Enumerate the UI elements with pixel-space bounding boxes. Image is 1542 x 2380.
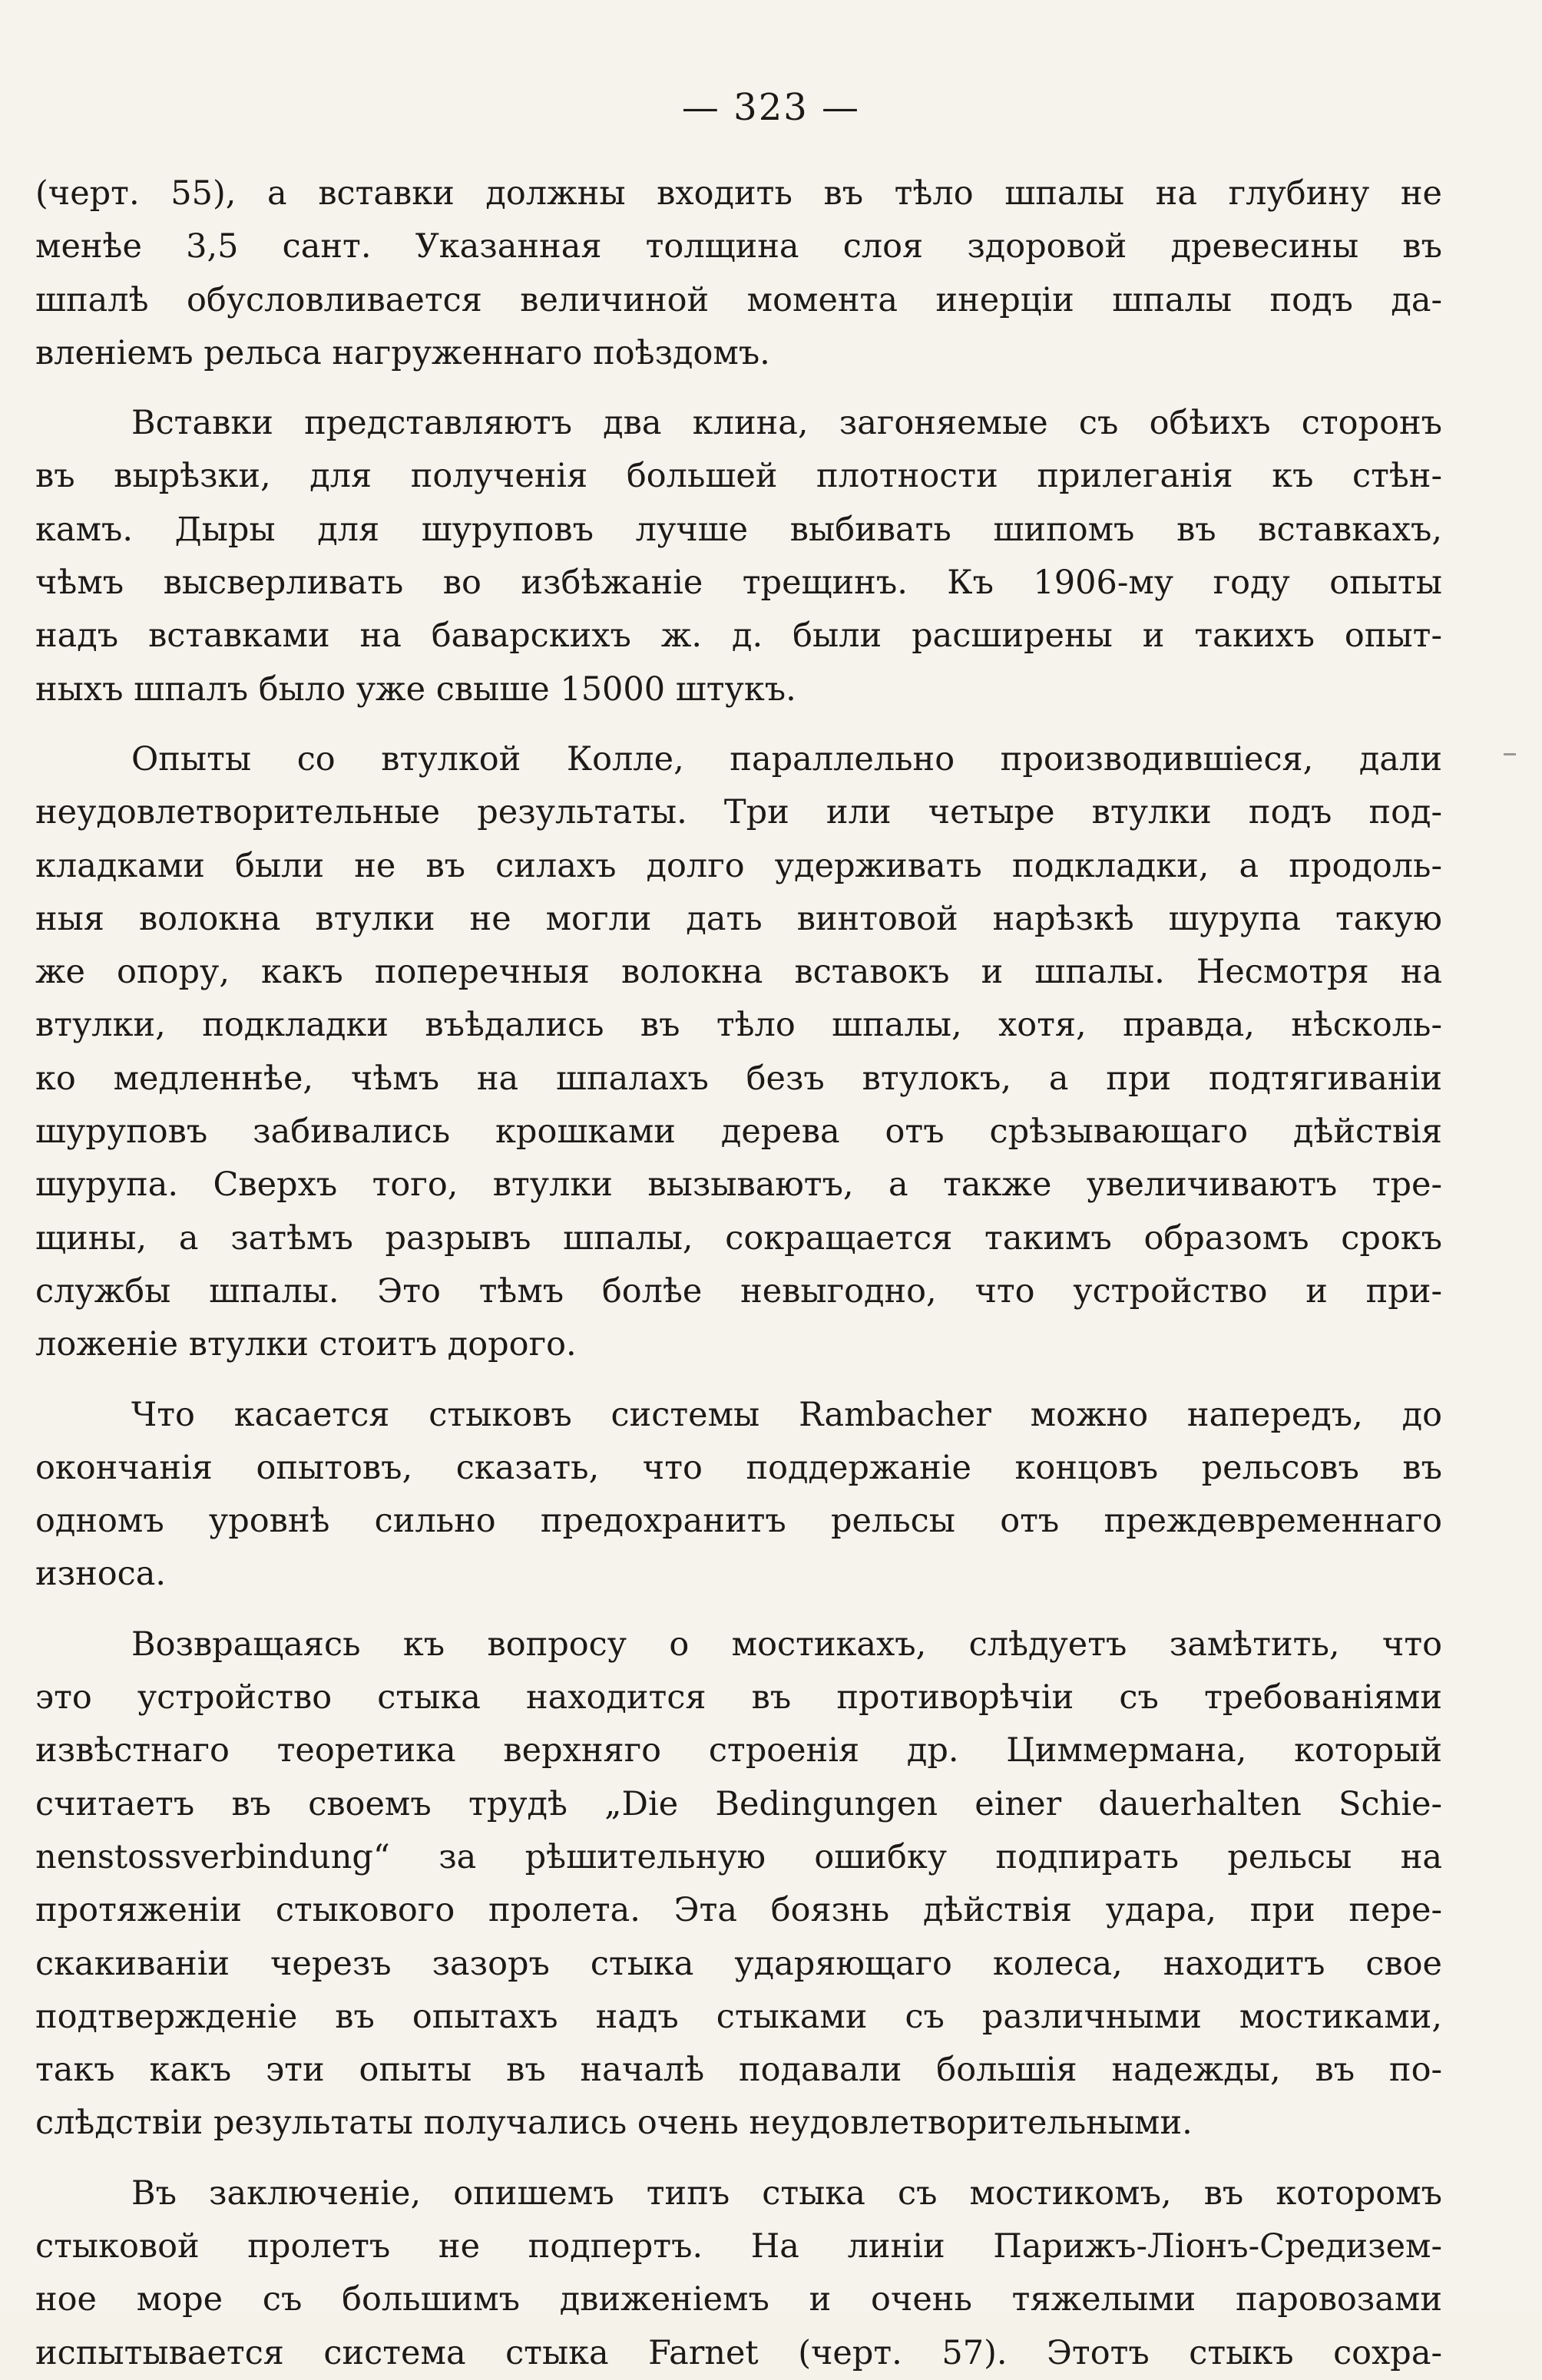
- text-line: ныя волокна втулки не могли дать винтовой нарѣзкѣ шурупа такую: [35, 899, 1442, 938]
- text-line: Въ заключеніе, опишемъ типъ стыка съ мостикомъ, въ которомъ: [131, 2173, 1442, 2213]
- text-line: Что касается стыковъ системы Rambacher можно напередъ, до: [131, 1395, 1442, 1434]
- text-line: (черт. 55), а вставки должны входить въ тѣло шпалы на глубину не: [35, 174, 1442, 213]
- text-line: ныхъ шпалъ было уже свыше 15000 штукъ.: [35, 669, 796, 709]
- text-line: щины, а затѣмъ разрывъ шпалы, сокращается такимъ образомъ срокъ: [35, 1218, 1442, 1258]
- text-line: Вставки представляютъ два клина, загоняемые съ обѣихъ сторонъ: [131, 404, 1442, 443]
- text-line: шпалѣ обусловливается величиной момента инерціи шпалы подъ да-: [35, 280, 1442, 319]
- text-line: ложеніе втулки стоитъ дорого.: [35, 1325, 577, 1364]
- paragraph-2: [35, 397, 1442, 716]
- text-line: считаетъ въ своемъ трудѣ „Die Bedingungen einer dauerhalten Schie-: [35, 1784, 1442, 1823]
- text-line: такъ какъ эти опыты въ началѣ подавали большія надежды, въ по-: [35, 2051, 1442, 2090]
- text-line: окончанія опытовъ, сказать, что поддержаніе концовъ рельсовъ въ: [35, 1448, 1442, 1487]
- text-line: камъ. Дыры для шуруповъ лучше выбивать шипомъ въ вставкахъ,: [35, 510, 1442, 549]
- text-line: ко медленнѣе, чѣмъ на шпалахъ безъ втулокъ, а при подтягиваніи: [35, 1059, 1442, 1098]
- text-line: испытывается система стыка Farnet (черт. 57). Этотъ стыкъ сохра-: [35, 2333, 1442, 2372]
- page-number: — 323 —: [681, 86, 861, 129]
- text-body: [35, 167, 1442, 2380]
- text-line: Возвращаясь къ вопросу о мостикахъ, слѣдуетъ замѣтить, что: [131, 1625, 1442, 1664]
- text-line: же опору, какъ поперечныя волокна вставокъ и шпалы. Несмотря на: [35, 953, 1442, 992]
- paragraph-5: [35, 1618, 1442, 2150]
- text-line: ное море съ большимъ движеніемъ и очень тяжелыми паровозами: [35, 2280, 1442, 2319]
- text-line: чѣмъ высверливать во избѣжаніе трещинъ. Къ 1906-му году опыты: [35, 564, 1442, 603]
- text-line: скакиваніи черезъ зазоръ стыка ударяющаго колеса, находитъ свое: [35, 1944, 1442, 1983]
- text-line: неудовлетворительные результаты. Три или четыре втулки подъ под-: [35, 793, 1442, 832]
- paragraph-3: [35, 733, 1442, 1372]
- text-line: nenstossverbindung“ за рѣшительную ошибку подпирать рельсы на: [35, 1837, 1442, 1876]
- paragraph-gap: [35, 716, 1442, 733]
- text-line: подтвержденіе въ опытахъ надъ стыками съ различными мостиками,: [35, 1997, 1442, 2036]
- text-line: протяженіи стыкового пролета. Эта боязнь дѣйствія удара, при пере-: [35, 1891, 1442, 1930]
- text-line: стыковой пролетъ не подпертъ. На линіи Парижъ-Ліонъ-Средизем-: [35, 2226, 1442, 2266]
- text-line: слѣдствіи результаты получались очень неудовлетворительными.: [35, 2104, 1193, 2143]
- text-line: службы шпалы. Это тѣмъ болѣе невыгодно, что устройство и при-: [35, 1271, 1442, 1311]
- text-line: вленіемъ рельса нагруженнаго поѣздомъ.: [35, 333, 770, 372]
- text-line: шуруповъ забивались крошками дерева отъ срѣзывающаго дѣйствія: [35, 1112, 1442, 1152]
- paragraph-4: [35, 1389, 1442, 1602]
- paragraph-gap: [35, 1602, 1442, 1618]
- text-line: надъ вставками на баварскихъ ж. д. были расширены и такихъ опыт-: [35, 616, 1442, 656]
- text-line: менѣе 3,5 сант. Указанная толщина слоя здоровой древесины въ: [35, 227, 1442, 266]
- text-line: втулки, подкладки въѣдались въ тѣло шпалы, хотя, правда, нѣсколь-: [35, 1006, 1442, 1045]
- paragraph-gap: [35, 2150, 1442, 2167]
- margin-mark: [1504, 753, 1516, 755]
- text-line: извѣстнаго теоретика верхняго строенія др. Циммермана, который: [35, 1731, 1442, 1770]
- paragraph-gap: [35, 1372, 1442, 1389]
- text-line: шурупа. Сверхъ того, втулки вызываютъ, а также увеличиваютъ тре-: [35, 1165, 1442, 1205]
- text-line: въ вырѣзки, для полученія большей плотности прилеганія къ стѣн-: [35, 457, 1442, 496]
- paragraph-1: [35, 167, 1442, 380]
- text-line: кладками были не въ силахъ долго удерживать подкладки, а продоль-: [35, 846, 1442, 885]
- text-line: Опыты со втулкой Колле, параллельно производившіеся, дали: [131, 739, 1442, 778]
- paragraph-gap: [35, 380, 1442, 397]
- paragraph-6: [35, 2167, 1442, 2380]
- text-line: износа.: [35, 1555, 167, 1594]
- text-line: это устройство стыка находится въ противорѣчіи съ требованіями: [35, 1678, 1442, 1717]
- text-line: одномъ уровнѣ сильно предохранитъ рельсы отъ преждевременнаго: [35, 1502, 1442, 1541]
